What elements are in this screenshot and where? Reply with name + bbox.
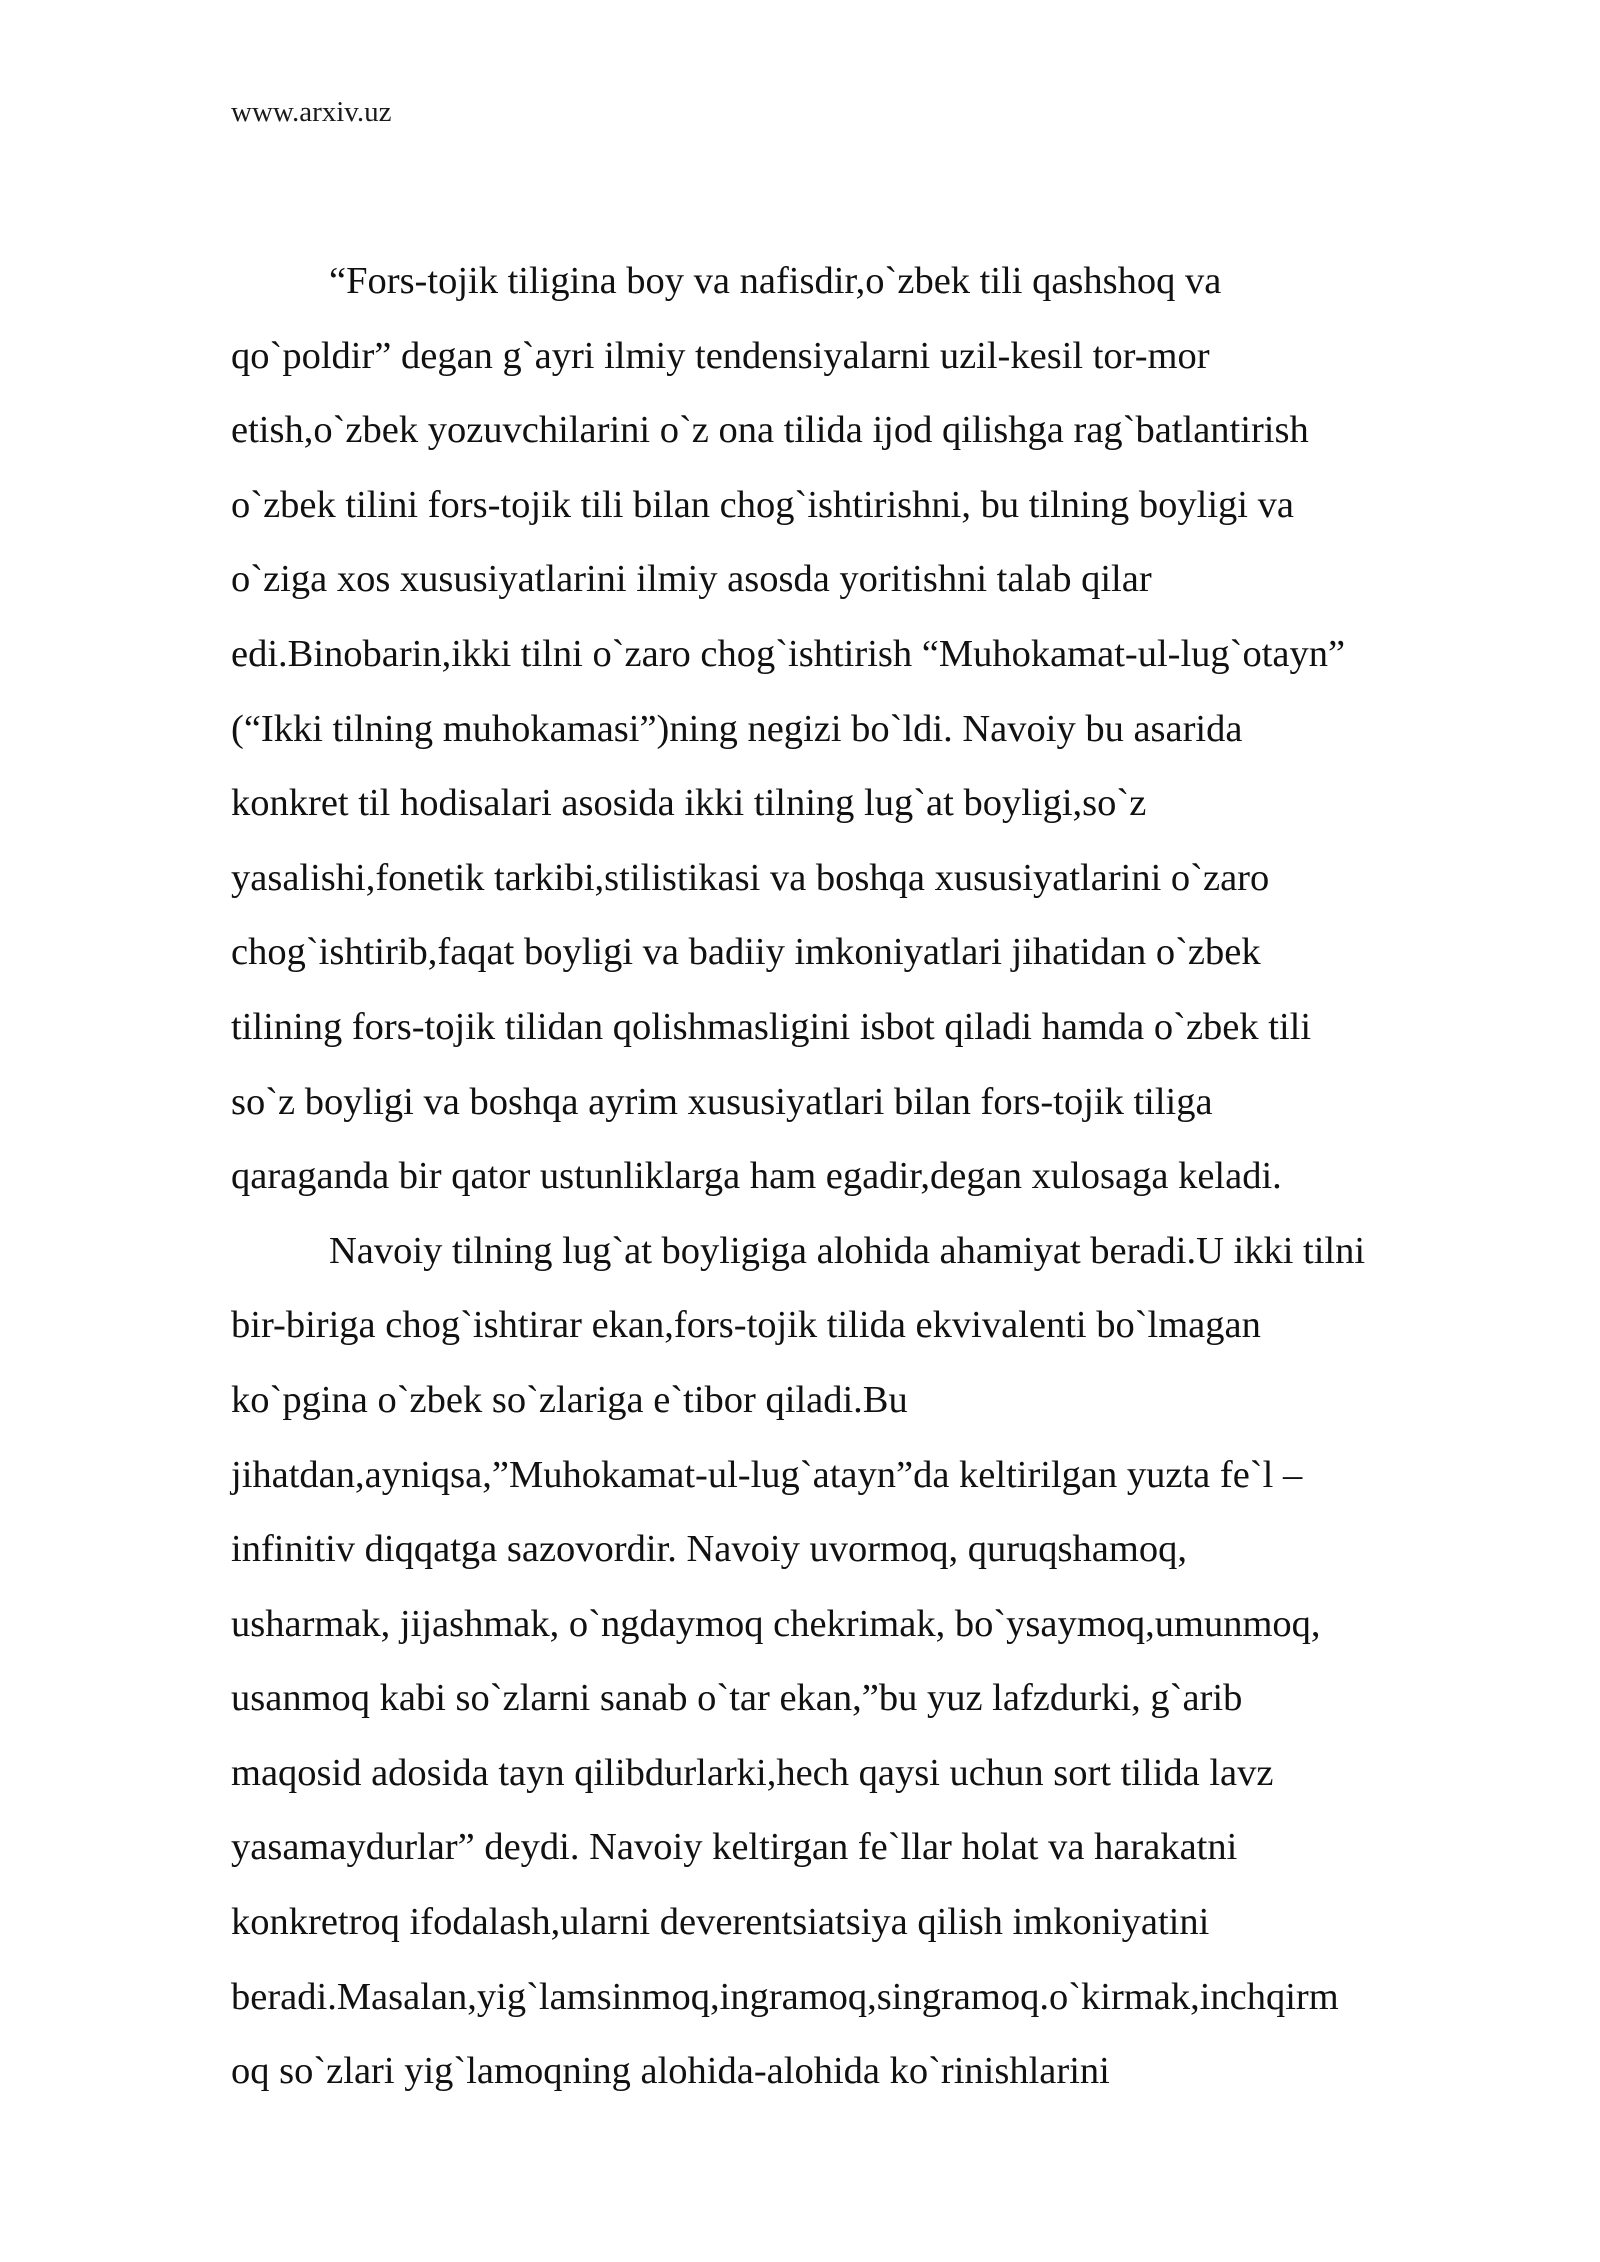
text-line: beradi.Masalan,yig`lamsinmoq,ingramoq,singramoq.o`kirmak,inchqirm [231,1975,1339,2018]
text-line: yasalishi,fonetik tarkibi,stilistikasi va boshqa xususiyatlarini o`zaro [231,856,1270,899]
body-text [231,244,1471,2109]
text-line: “Fors-tojik tiligina boy va nafisdir,o`zbek tili qashshoq va [329,260,1222,302]
text-line: konkret til hodisalari asosida ikki tilning lug`at boyligi,so`z [231,782,1147,825]
text-line: bir-biriga chog`ishtirar ekan,fors-tojik tilida ekvivalenti bo`lmagan [231,1304,1261,1347]
text-line: qaraganda bir qator ustunliklarga ham egadir,degan xulosaga keladi. [231,1155,1282,1198]
text-line: (“Ikki tilning muhokamasi”)ning negizi bo`ldi. Navoiy bu asarida [231,707,1243,750]
text-line: usharmak, jijashmak, o`ngdaymoq chekrimak, bo`ysaymoq,umunmoq, [231,1602,1321,1645]
text-line: yasamaydurlar” deydi. Navoiy keltirgan fe`llar holat va harakatni [231,1826,1238,1869]
text-line: Navoiy tilning lug`at boyligiga alohida ahamiyat beradi.U ikki tilni [329,1229,1366,1272]
text-line: o`ziga xos xususiyatlarini ilmiy asosda yoritishni talab qilar [231,558,1152,601]
text-line: qo`poldir” degan g`ayri ilmiy tendensiyalarni uzil-kesil tor-mor [231,334,1210,377]
text-line: etish,o`zbek yozuvchilarini o`z ona tilida ijod qilishga rag`batlantirish [231,409,1309,452]
text-line: maqosid adosida tayn qilibdurlarki,hech qaysi uchun sort tilida lavz [231,1751,1274,1794]
text-line: o`zbek tilini fors-tojik tili bilan chog`ishtirishni, bu tilning boyligi va [231,483,1294,526]
text-line: edi.Binobarin,ikki tilni o`zaro chog`ishtirish “Muhokamat-ul-lug`otayn” [231,632,1346,675]
text-line: konkretroq ifodalash,ularni deverentsiatsiya qilish imkoniyatini [231,1901,1210,1944]
site-url-header: www.arxiv.uz [231,96,392,128]
text-line: jihatdan,ayniqsa,”Muhokamat-ul-lug`atayn”da keltirilgan yuzta fe`l – [231,1453,1303,1496]
text-line: oq so`zlari yig`lamoqning alohida-alohida ko`rinishlarini [231,2050,1110,2093]
text-line: so`z boyligi va boshqa ayrim xususiyatlari bilan fors-tojik tiliga [231,1080,1213,1123]
text-line: chog`ishtirib,faqat boyligi va badiiy imkoniyatlari jihatidan o`zbek [231,931,1261,974]
text-line: infinitiv diqqatga sazovordir. Navoiy uvormoq, quruqshamoq, [231,1528,1187,1571]
text-line: ko`pgina o`zbek so`zlariga e`tibor qiladi.Bu [231,1378,908,1421]
text-line: tilining fors-tojik tilidan qolishmasligini isbot qiladi hamda o`zbek tili [231,1005,1312,1048]
text-line: usanmoq kabi so`zlarni sanab o`tar ekan,”bu yuz lafzdurki, g`arib [231,1677,1243,1720]
